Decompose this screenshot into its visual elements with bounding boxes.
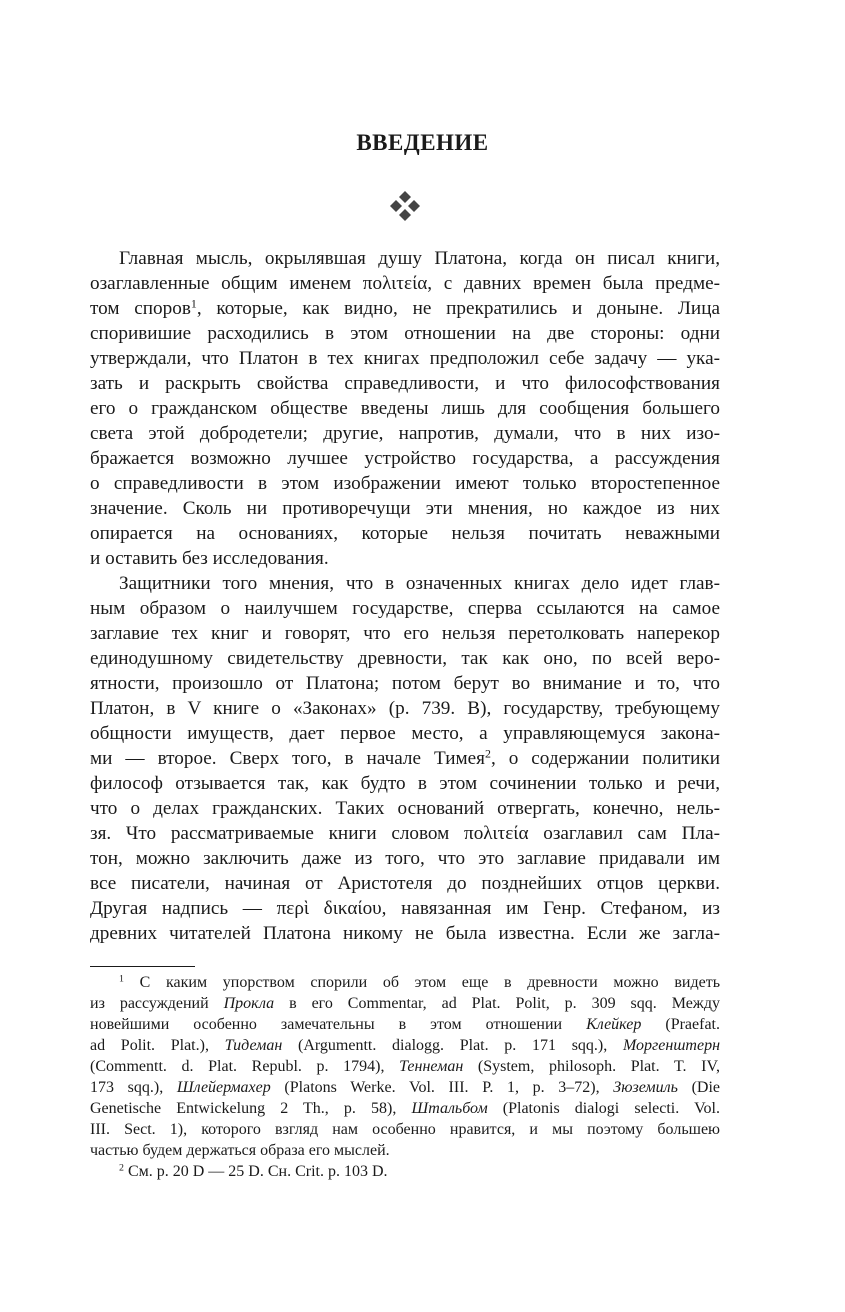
text-line: Платон, в V книге о «Законах» (p. 739. B), государству, требующему — [90, 698, 720, 719]
text-line: бражается возможно лучшее устройство государства, а рассуждения — [90, 448, 720, 469]
text-line: все писатели, начиная от Аристотеля до позднейших отцов церкви. — [90, 873, 720, 894]
text-line: споривишие расходились в этом отношении на две стороны: одни — [90, 323, 720, 344]
author-name: Тидеман — [224, 1037, 283, 1054]
author-name: Моргенштерн — [622, 1037, 721, 1054]
footnote-line: новейшими особенно замечательны в этом отношении Клейкер (Praefat. — [90, 1016, 720, 1033]
footnote-2: $^2$ См. p. 20 D — 25 D. Сн. Crit. p. 103 D. — [119, 1162, 388, 1180]
footnote-line: 173 sqq.), Шлейермахер (Platons Werke. Vol. III. P. 1, p. 3–72), Зюземиль (Die — [90, 1079, 720, 1096]
text-line: ми — второе. Сверх того, в начале Тимея$^2$, о содержании политики — [90, 746, 720, 769]
text-line: философ отзывается так, как будто в этом сочинении только и речи, — [90, 773, 720, 794]
text-line: ным образом о наилучшем государстве, сперва ссылаются на самое — [90, 598, 720, 619]
footnote-marker-1: 1 — [119, 973, 124, 985]
footnote-line: III. Sect. 1), которого взгляд нам особенно нравится, и мы поэтому большею — [90, 1121, 720, 1138]
footnote-line: Genetische Entwickelung 2 Th., p. 58), Штальбом (Platonis dialogi selecti. Vol. — [90, 1100, 720, 1117]
footnote-line: из рассуждений Прокла в его Commentar, ad Plat. Polit, p. 309 sqq. Между — [90, 995, 721, 1012]
text-line: заглавие тех книг и говорят, что его нельзя перетолковать наперекор — [90, 623, 720, 644]
text-line: том споров$^1$, которые, как видно, не прекратились и доныне. Лица — [90, 296, 720, 319]
footnote-line: (Commentt. d. Plat. Republ. p. 1794), Теннеман (System, philosoph. Plat. T. IV, — [90, 1058, 720, 1075]
text-line: его о гражданском обществе введены лишь для сообщения большего — [90, 398, 720, 419]
footnote-line: частью будем держаться образа его мыслей. — [90, 1142, 390, 1159]
footnote-marker-2: 2 — [119, 1162, 124, 1174]
text-line: единодушному свидетельству древности, так как оно, по всей веро- — [90, 648, 720, 669]
four-diamond-ornament-icon — [389, 190, 421, 222]
author-name: Клейкер — [586, 1016, 642, 1033]
author-name: Штальбом — [411, 1100, 488, 1117]
text-line: утверждали, что Платон в тех книгах предположил себе задачу — ука- — [90, 348, 720, 369]
text-line: значение. Сколь ни противоречущи эти мнения, но каждое из них — [90, 498, 720, 519]
author-name: Теннеман — [399, 1058, 464, 1075]
text-line: Главная мысль, окрылявшая душу Платона, когда он писал книги, — [119, 248, 720, 269]
footnote-line: ad Polit. Plat.), Тидеман (Argumentt. dialogg. Plat. p. 171 sqq.), Моргенштерн — [90, 1037, 721, 1054]
text-line: Защитники того мнения, что в означенных книгах дело идет глав- — [119, 573, 720, 594]
text-line: света этой добродетели; другие, напротив, думали, что в них изо- — [90, 423, 720, 444]
author-name: Прокла — [223, 995, 275, 1012]
text-line: что о делах гражданских. Таких оснований отвергать, конечно, нель- — [90, 798, 720, 819]
text-line: опирается на основаниях, которые нельзя почитать неважными — [90, 523, 720, 544]
text-line: о справедливости в этом изображении имеют только второстепенное — [90, 473, 720, 494]
text-line: зать и раскрыть свойства справедливости, и что философствования — [90, 373, 720, 394]
text-line: ятности, произошло от Платона; потом берут во внимание и то, что — [90, 673, 720, 694]
chapter-title: ВВЕДЕНИЕ — [356, 130, 489, 155]
author-name: Шлейермахер — [176, 1079, 271, 1096]
footnote-ref-1[interactable]: 1 — [190, 296, 197, 311]
text-line: тон, можно заключить даже из того, что это заглавие придавали им — [90, 848, 720, 869]
footnotes — [90, 972, 720, 1182]
main-text — [90, 246, 720, 946]
text-line: древних читателей Платона никому не была известна. Если же загла- — [90, 923, 720, 944]
text-line: озаглавленные общим именем πολιτεία, с давних времен была предме- — [90, 273, 720, 294]
author-name: Зюземиль — [613, 1079, 678, 1096]
text-line: общности имуществ, дает первое место, а управляющемуся закона- — [90, 723, 720, 744]
text-line: зя. Что рассматриваемые книги словом πολιτεία озаглавил сам Пла- — [90, 823, 720, 844]
text-line: Другая надпись — περὶ δικαίου, навязанная им Генр. Стефаном, из — [90, 898, 720, 919]
text-line: и оставить без исследования. — [90, 548, 329, 569]
footnote-ref-2[interactable]: 2 — [484, 746, 491, 761]
footnote-separator — [90, 966, 195, 967]
footnote-1: $^1$ С каким упорством спорили об этом еще в древности можно видеть — [119, 973, 720, 991]
